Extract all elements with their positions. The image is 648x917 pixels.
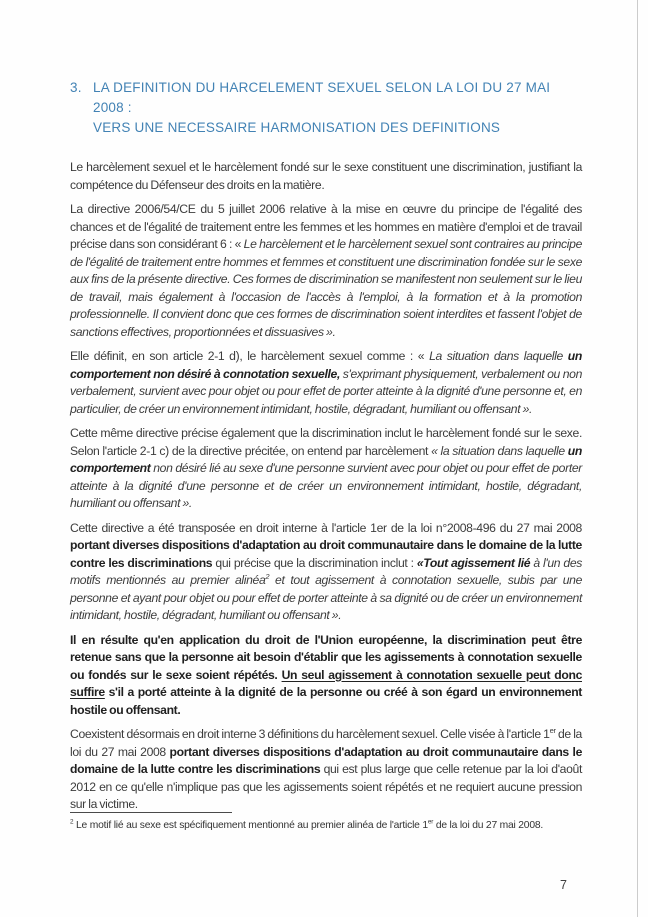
text-run: à l'un des motifs mentionnés au premier alinéa <box>70 555 583 587</box>
scan-edge-line <box>637 0 638 917</box>
body-paragraph <box>70 201 582 341</box>
text-run: un comportement non désiré à connotation sexuelle, <box>70 349 582 381</box>
text-run: s'exprimant physiquement, verbalement ou non verbalement, survient avec pour objet ou pour effet de porter atteinte à la dignité d'une personne et, en particulier, de créer un environnement intimidant, hostile, dégradant, humiliant ou offensant ». <box>70 366 582 416</box>
text-run: La situation dans laquelle <box>429 349 568 363</box>
body-paragraph <box>70 726 582 814</box>
text-run: Un seul agissement à connotation sexuelle peut donc suffire <box>70 667 582 699</box>
text-run: «Tout agissement lié <box>416 555 531 570</box>
footnote-separator <box>70 812 232 813</box>
text-run: Le harcèlement et le harcèlement sexuel sont contraires au principe de l'égalité de traitement entre hommes et femmes et constituent une discrimination fondée sur le sexe aux fins de la présente directive. Ces formes de discrimination se manifestent non seulement sur le lieu de travail, mais également à l'occasion de l'accès à l'emploi, à la formation et à la promotion professionnelle. Il convient donc que ces formes de discrimination soient interdites et fassent l'objet de sanctions effectives, proportionnées et dissuasives ». <box>70 237 582 339</box>
text-run: Le motif lié au sexe est spécifiquement mentionné au premier alinéa de l'article 1 <box>73 820 428 831</box>
body-paragraph <box>70 632 582 720</box>
text-run: qui est plus large que celle retenue par la loi d'août 2012 en ce qu'elle n'implique pas que les agissements soient répétés et ne requiert aucune pression sur la victime. <box>70 762 582 811</box>
body-paragraph <box>70 425 582 513</box>
text-run: Il en résulte qu'en application du droit de l'Union européenne, la discrimination peut être retenue sans que la personne ait besoin d'établir que les agissements à connotation sexuelle ou fondés sur le sexe soient répétés. <box>70 632 582 682</box>
text-run: de la loi du 27 mai 2008 <box>70 727 582 759</box>
footnote-text <box>70 819 582 833</box>
section-title-line1: LA DEFINITION DU HARCELEMENT SEXUEL SELON LA LOI DU 27 MAI 2008 : <box>93 80 551 115</box>
section-heading <box>70 78 582 138</box>
text-run: portant diverses dispositions d'adaptation au droit communautaire dans le domaine de la lutte contre les discriminations <box>70 744 582 776</box>
text-run: portant diverses dispositions d'adaptation au droit communautaire dans le domaine de la lutte contre les discriminations <box>70 538 582 570</box>
text-run: non désiré lié au sexe d'une personne survient avec pour objet ou pour effet de porter atteinte à la dignité d'une personne et de créer un environnement intimidant, hostile, dégradant, humiliant ou offensant ». <box>70 461 582 510</box>
section-title <box>93 78 582 138</box>
text-run: Cette même directive précise également que la discrimination inclut le harcèlement fondé sur le sexe. Selon l'article 2-1 c) de la directive précitée, on entend par harcèlement <box>70 426 582 458</box>
body-paragraph <box>70 520 582 625</box>
text-run: er <box>549 725 556 735</box>
text-run: Coexistent désormais en droit interne 3 définitions du harcèlement sexuel. Celle visée à l'article 1 <box>70 727 550 741</box>
text-run: er <box>427 818 434 826</box>
body-paragraph <box>70 159 582 194</box>
text-run: « la situation dans laquelle <box>431 443 568 458</box>
text-run: qui précise que la discrimination inclut : <box>212 555 417 570</box>
section-number: 3. <box>70 80 82 95</box>
text-run: de la loi du 27 mai 2008. <box>433 820 544 831</box>
text-run: et tout agissement à connotation sexuelle, subis par une personne et ayant pour objet ou pour effet de porter atteinte à sa dignité ou de créer un environnement intimidant, hostile, dégradant, humiliant ou offensant ». <box>70 573 583 622</box>
text-run: s'il a porté atteinte à la dignité de la personne ou créé à son égard un environnement hostile ou offensant. <box>70 685 582 717</box>
page-content <box>70 78 582 814</box>
body-paragraphs <box>70 159 582 814</box>
text-run: 2 <box>70 818 74 826</box>
page-number: 7 <box>560 878 567 892</box>
footnote-area <box>70 812 582 833</box>
text-run: un comportement <box>70 443 582 475</box>
text-run: Le harcèlement sexuel et le harcèlement fondé sur le sexe constituent une discrimination, justifiant la compétence du Défenseur des droits en la matière. <box>70 160 582 192</box>
body-paragraph <box>70 348 582 418</box>
text-run: Elle définit, en son article 2-1 d), le harcèlement sexuel comme : « <box>70 349 430 363</box>
section-title-line2: VERS UNE NECESSAIRE HARMONISATION DES DEFINITIONS <box>93 120 501 135</box>
text-run: La directive 2006/54/CE du 5 juillet 2006 relative à la mise en œuvre du principe de l'égalité des chances et de l'égalité de traitement entre les femmes et les hommes en matière d'emploi et de travail précise dans son considérant 6 : « <box>70 202 582 251</box>
text-run: Cette directive a été transposée en droit interne à l'article 1er de la loi n°2008-496 du 27 mai 2008 <box>70 520 582 535</box>
text-run: 2 <box>265 571 270 581</box>
